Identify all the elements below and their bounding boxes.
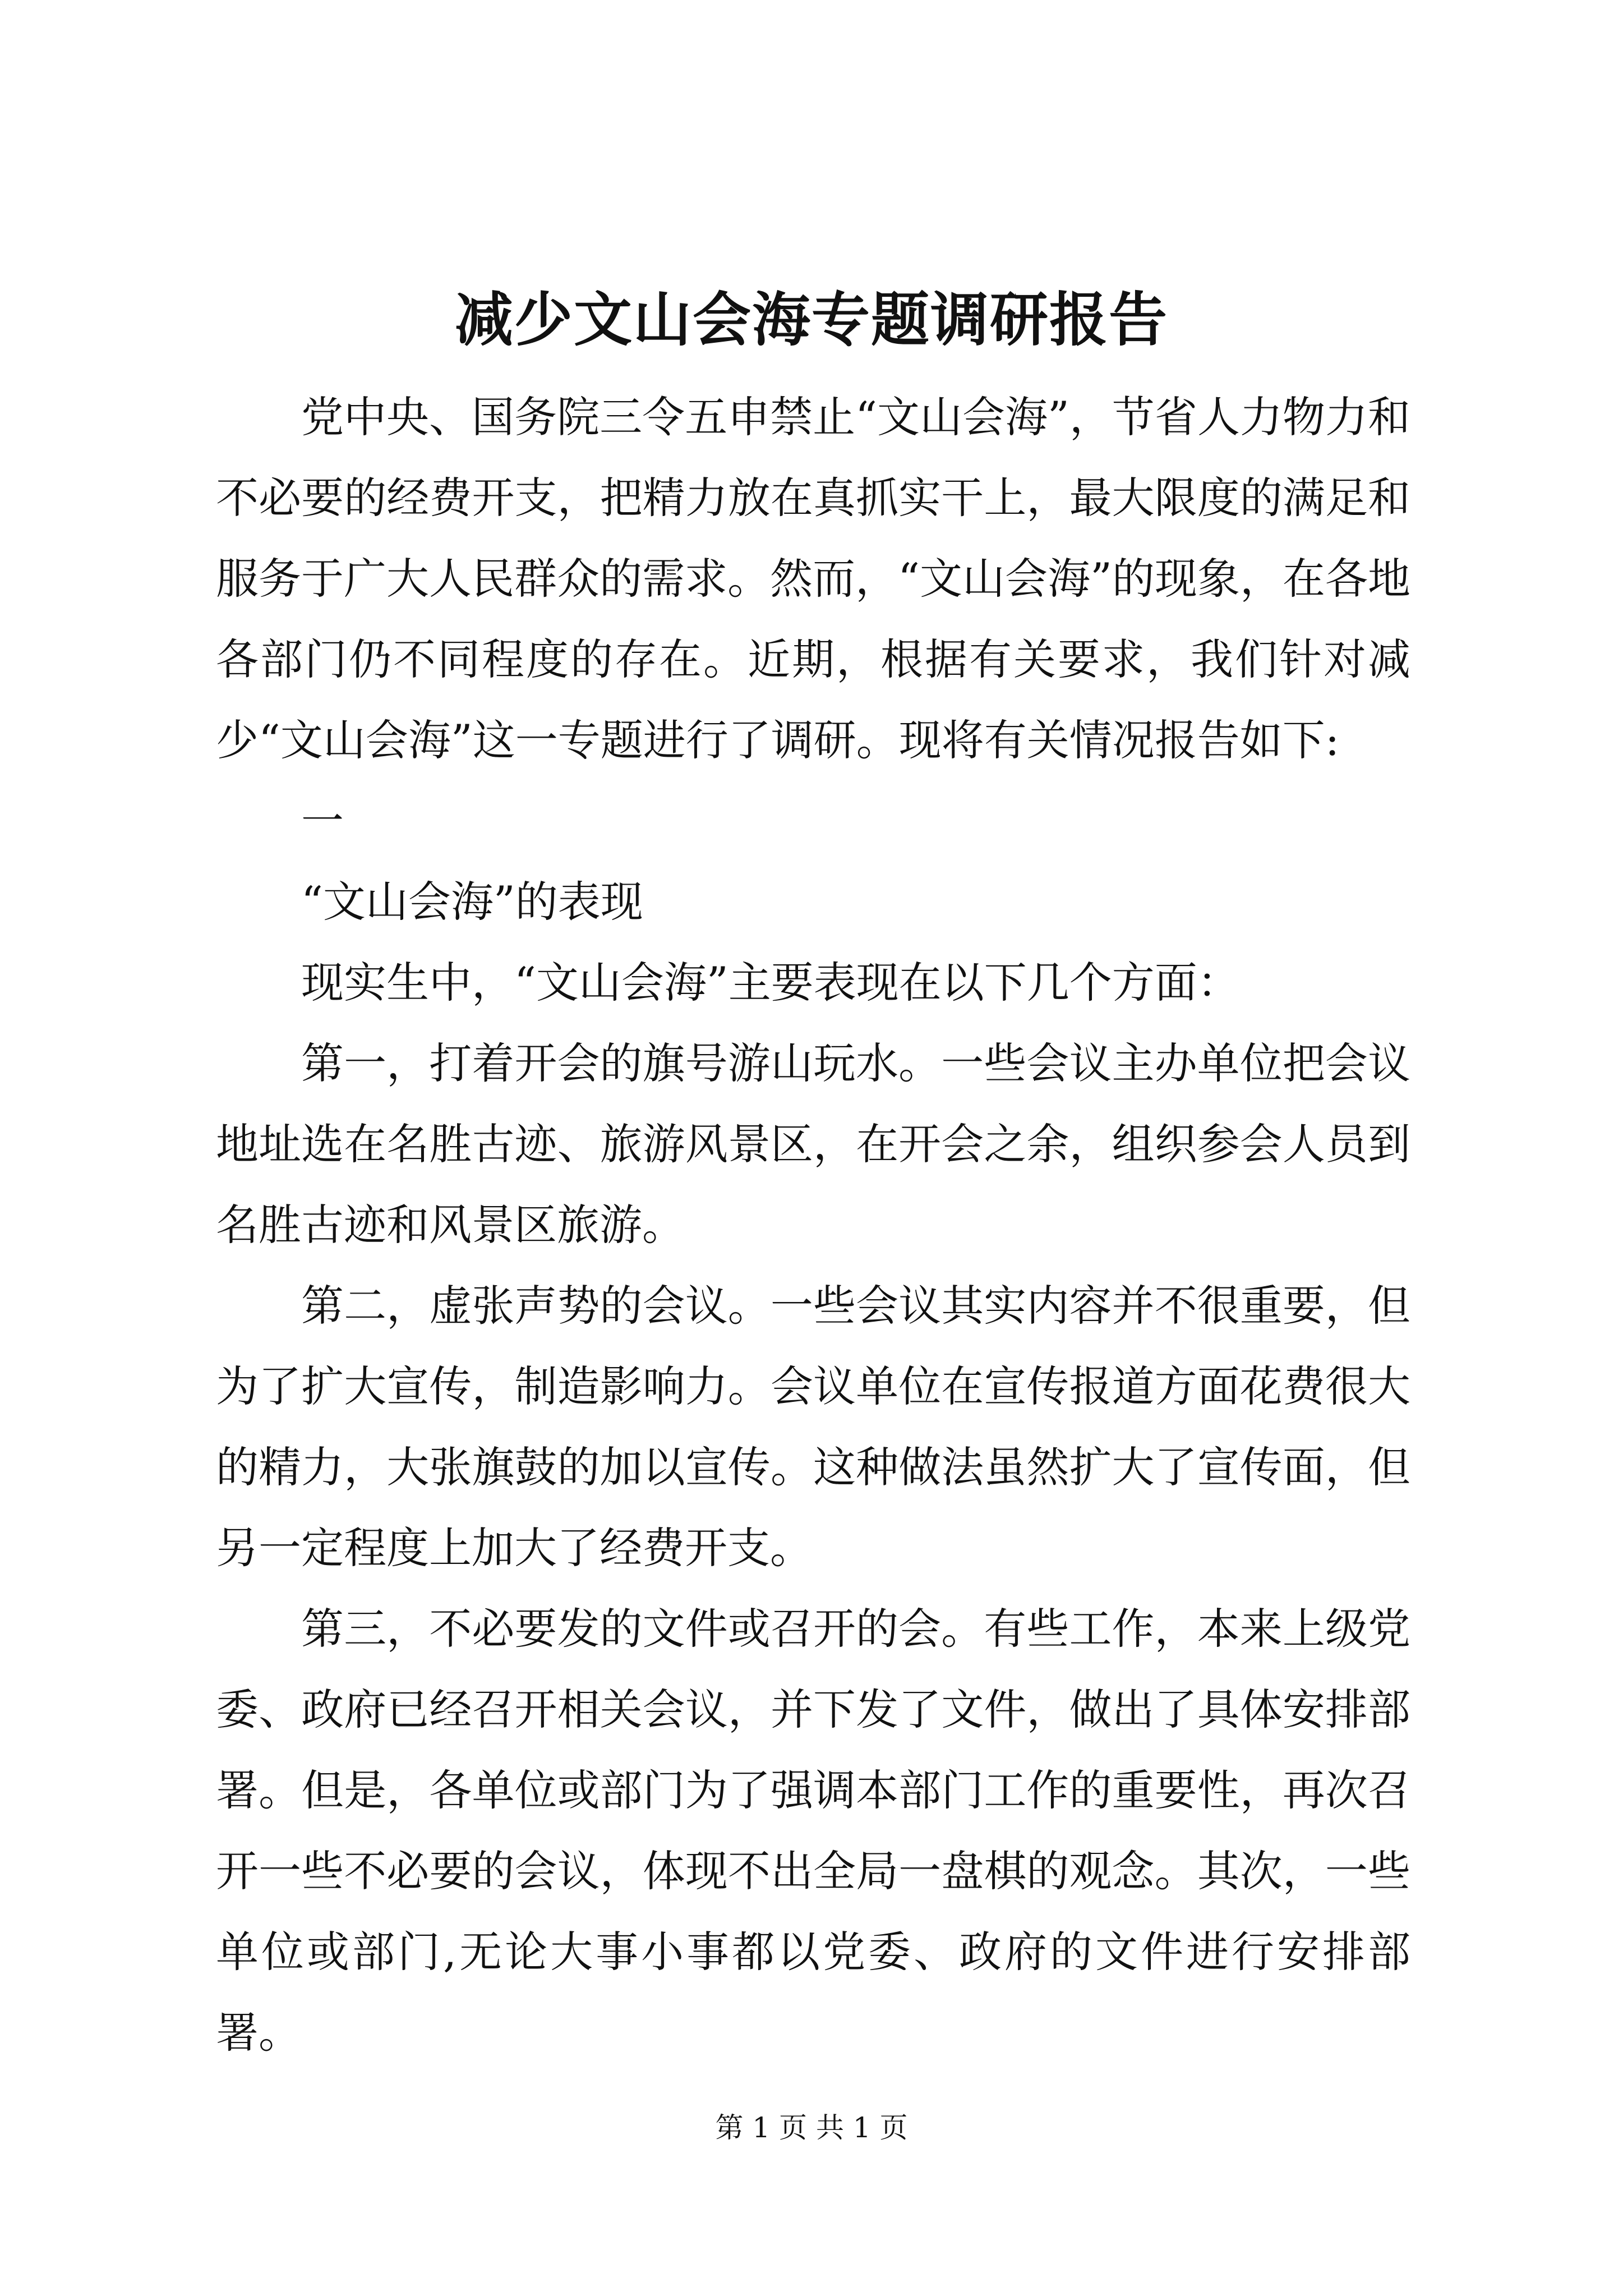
section-heading: “文山会海”的表现 bbox=[301, 877, 643, 927]
document-title: 减少文山会海专题调研报告 bbox=[454, 285, 1168, 354]
paragraph-overview: 现实生中，“文山会海”主要表现在以下几个方面： bbox=[301, 958, 1240, 1007]
section-number: 一 bbox=[301, 796, 344, 846]
paragraph-intro: 党中央、国务院三令五申禁止“文山会海”，节省人力物力和不必要的经费开支，把精力放在真抓实干上，最大限度的满足和服务于广大人民群众的需求。然而，“文山会海”的现象，在各地各部门仍不同程度的存在。近期，根据有关要求，我们针对减少“文山会海”这一专题进行了调研。现将有关情况报告如下: bbox=[216, 392, 1410, 765]
page-footer: 第 1 页 共 1 页 bbox=[715, 2111, 908, 2144]
paragraph-point-1: 第一，打着开会的旗号游山玩水。一些会议主办单位把会议地址选在名胜古迹、旅游风景区，在开会之余，组织参会人员到名胜古迹和风景区旅游。 bbox=[216, 1038, 1410, 1250]
paragraph-point-3: 第三，不必要发的文件或召开的会。有些工作，本来上级党委、政府已经召开相关会议，并下发了文件，做出了具体安排部署。但是，各单位或部门为了强调本部门工作的重要性，再次召开一些不必要的会议，体现不出全局一盘棋的观念。其次，一些单位或部门,无论大事小事都以党委、政府的文件进行安排部署。 bbox=[216, 1604, 1410, 2058]
document-body bbox=[216, 377, 1410, 2073]
paragraph-point-2: 第二，虚张声势的会议。一些会议其实内容并不很重要，但为了扩大宣传，制造影响力。会议单位在宣传报道方面花费很大的精力，大张旗鼓的加以宣传。这种做法虽然扩大了宣传面，但另一定程度上加大了经费开支。 bbox=[216, 1281, 1410, 1573]
